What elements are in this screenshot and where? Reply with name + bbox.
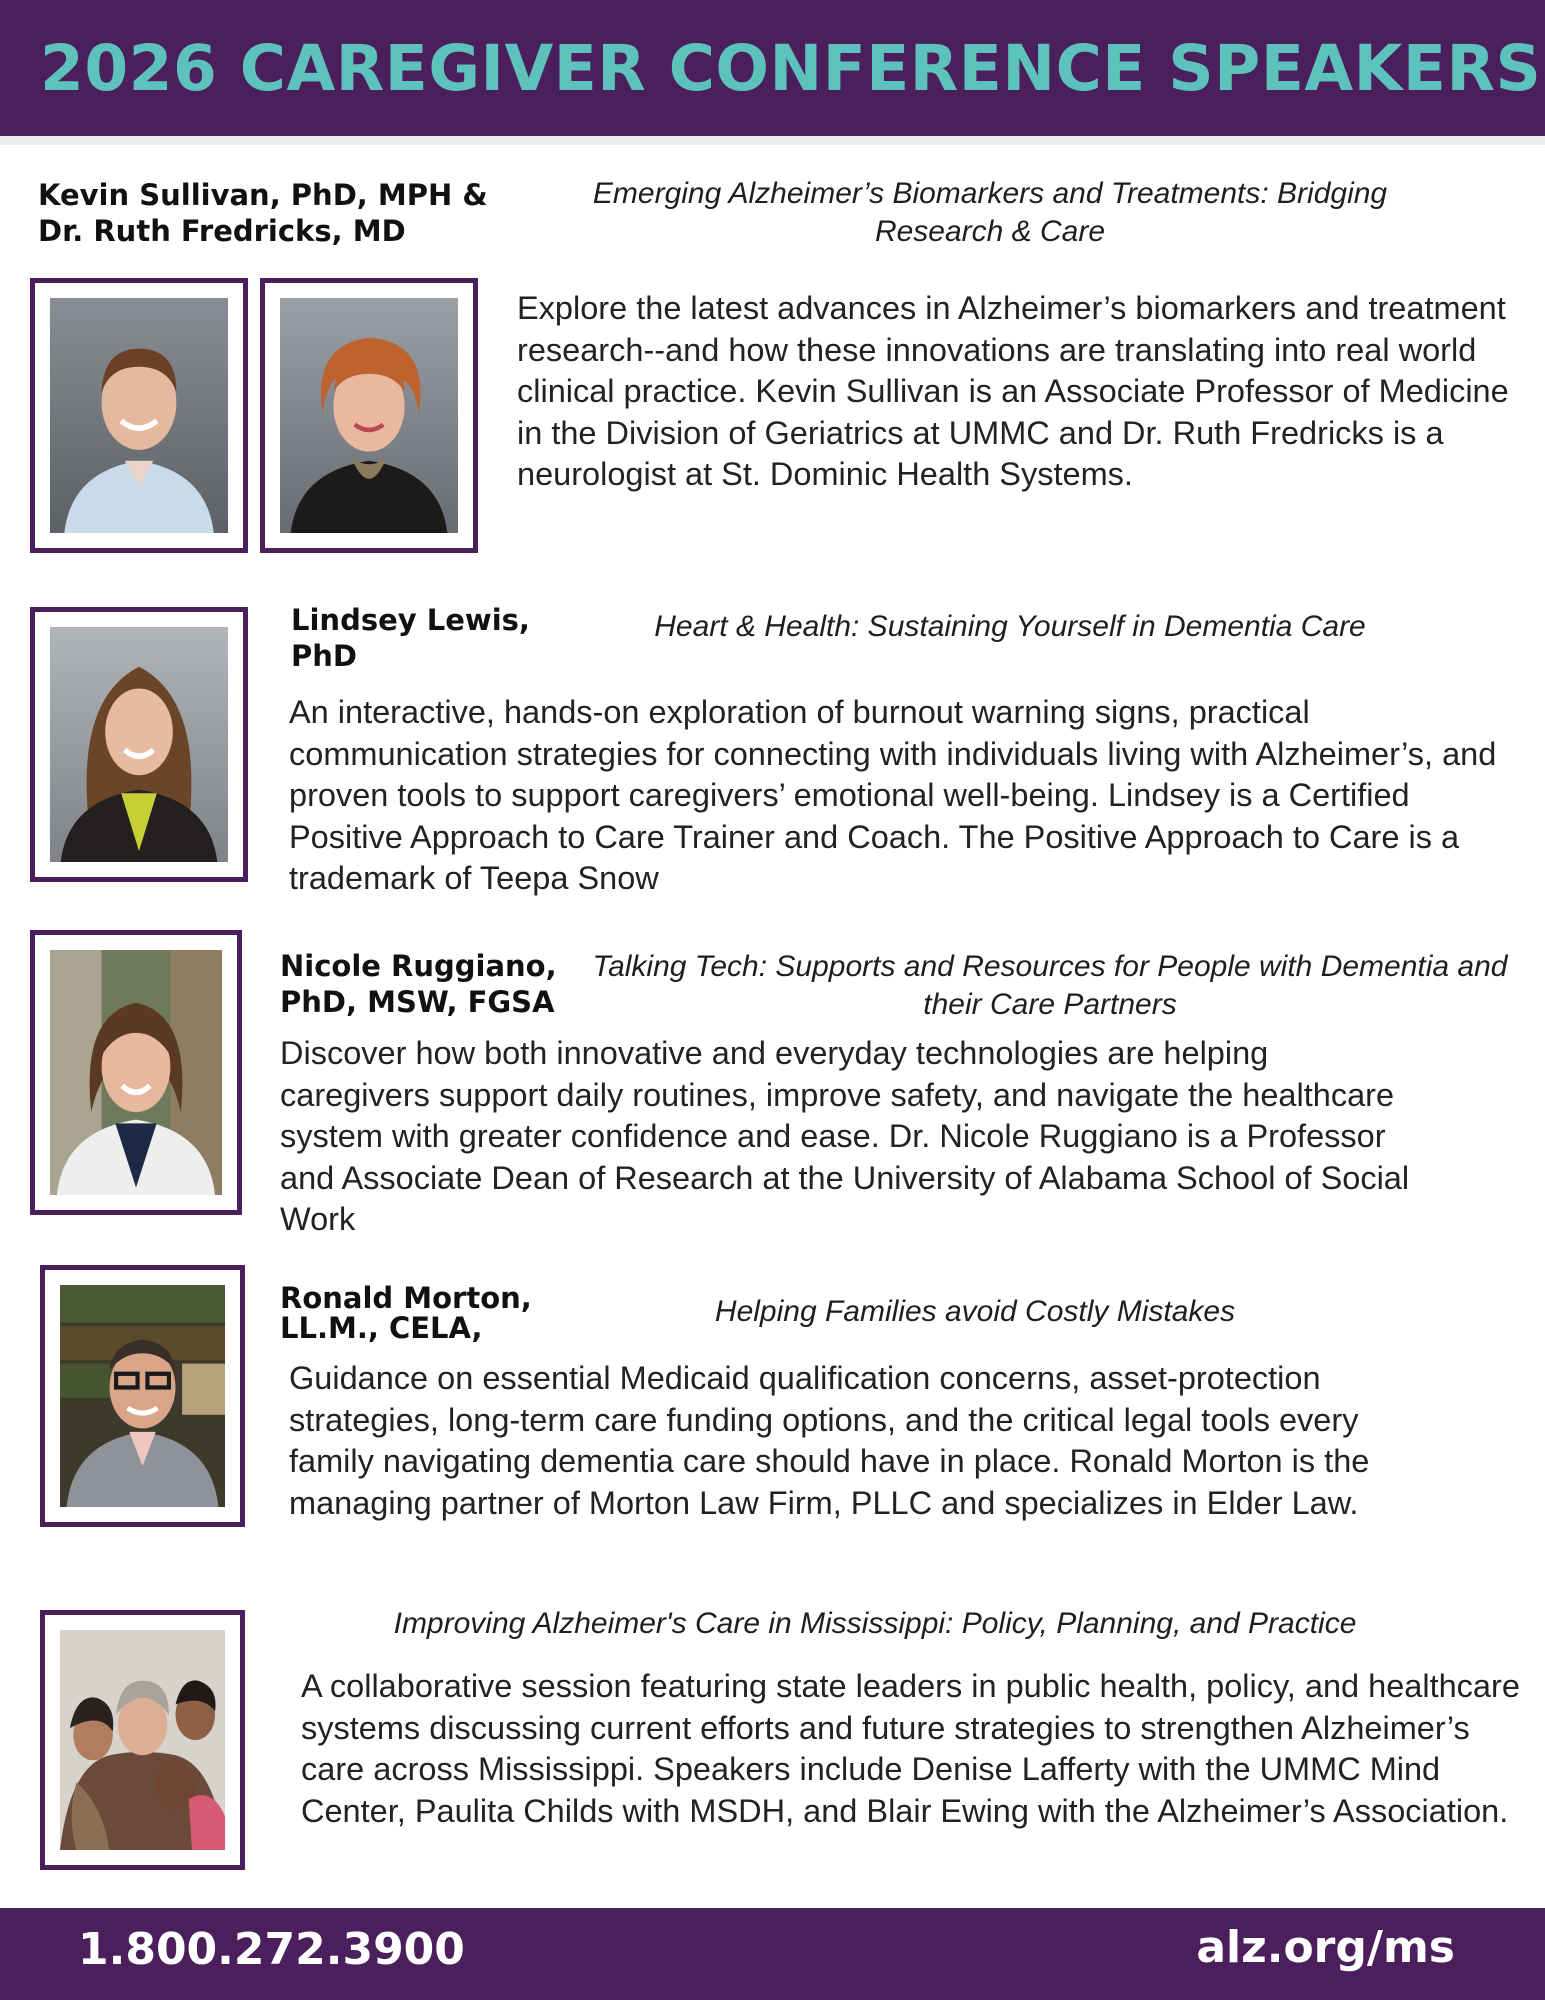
website-link[interactable]: alz.org/ms xyxy=(1196,1922,1455,1973)
session-title: Talking Tech: Supports and Resources for People with Dementia and their Care Partners xyxy=(592,950,1508,1021)
speaker-photo-nicole-ruggiano xyxy=(30,930,242,1215)
session-description: A collaborative session featuring state leaders in public health, policy, and healthcare systems discussing current efforts and future strategies to strengthen Alzheimer’s care across Mississippi. Speakers include Denise Lafferty with the UMMC Mind Center, Paulita Childs with MSDH, and Blair Ewing with the Alzheimer’s Association. xyxy=(301,1668,1520,1829)
session-description: Explore the latest advances in Alzheimer’s biomarkers and treatment research--and how these innovations are translating into real world clinical practice. Kevin Sullivan is an Associate Professor of Medicine in the Division of Geriatrics at UMMC and Dr. Ruth Fredricks is a neurologist at St. Dominic Health Systems. xyxy=(517,290,1509,492)
speaker-photo-lindsey-lewis xyxy=(30,607,248,882)
header-divider xyxy=(0,136,1545,145)
footer-banner xyxy=(0,1908,1545,2000)
session-description: An interactive, hands-on exploration of burnout warning signs, practical communication strategies for connecting with individuals living with Alzheimer’s, and proven tools to support caregivers’ emotional well-being. Lindsey is a Certified Positive Approach to Care Trainer and Coach. The Positive Approach to Care is a trademark of Teepa Snow xyxy=(289,694,1497,896)
session-description: Discover how both innovative and everyday technologies are helping caregivers support daily routines, improve safety, and navigate the healthcare system with greater confidence and ease. Dr. Nicole Ruggiano is a Professor and Associate Dean of Research at the University of Alabama School of Social Work xyxy=(280,1035,1410,1237)
speaker-name: Nicole Ruggiano, PhD, MSW, FGSA xyxy=(280,949,557,1019)
session-title: Helping Families avoid Costly Mistakes xyxy=(714,1295,1236,1328)
speaker-photo-kevin-sullivan xyxy=(30,278,248,553)
page-title: 2026 CAREGIVER CONFERENCE SPEAKERS xyxy=(40,32,1542,105)
session-title: Improving Alzheimer's Care in Mississippi: Policy, Planning, and Practice xyxy=(393,1607,1357,1640)
speaker-photo-ronald-morton xyxy=(40,1265,245,1527)
session-title: Emerging Alzheimer’s Biomarkers and Treatments: Bridging Research & Care xyxy=(592,177,1388,248)
speaker-name: Kevin Sullivan, PhD, MPH & Dr. Ruth Fredricks, MD xyxy=(38,178,488,248)
session-title: Heart & Health: Sustaining Yourself in Dementia Care xyxy=(654,610,1366,643)
speaker-name: Lindsey Lewis, PhD xyxy=(291,603,530,673)
group-photo-caregivers xyxy=(40,1610,245,1870)
speaker-name: Ronald Morton, LL.M., CELA, xyxy=(280,1281,532,1345)
phone-number[interactable]: 1.800.272.3900 xyxy=(78,1924,465,1975)
session-description: Guidance on essential Medicaid qualification concerns, asset-protection strategies, long-term care funding options, and the critical legal tools every family navigating dementia care should have in place. Ronald Morton is the managing partner of Morton Law Firm, PLLC and specializes in Elder Law. xyxy=(289,1360,1370,1521)
speaker-photo-ruth-fredricks xyxy=(260,278,478,553)
header-banner xyxy=(0,0,1545,136)
